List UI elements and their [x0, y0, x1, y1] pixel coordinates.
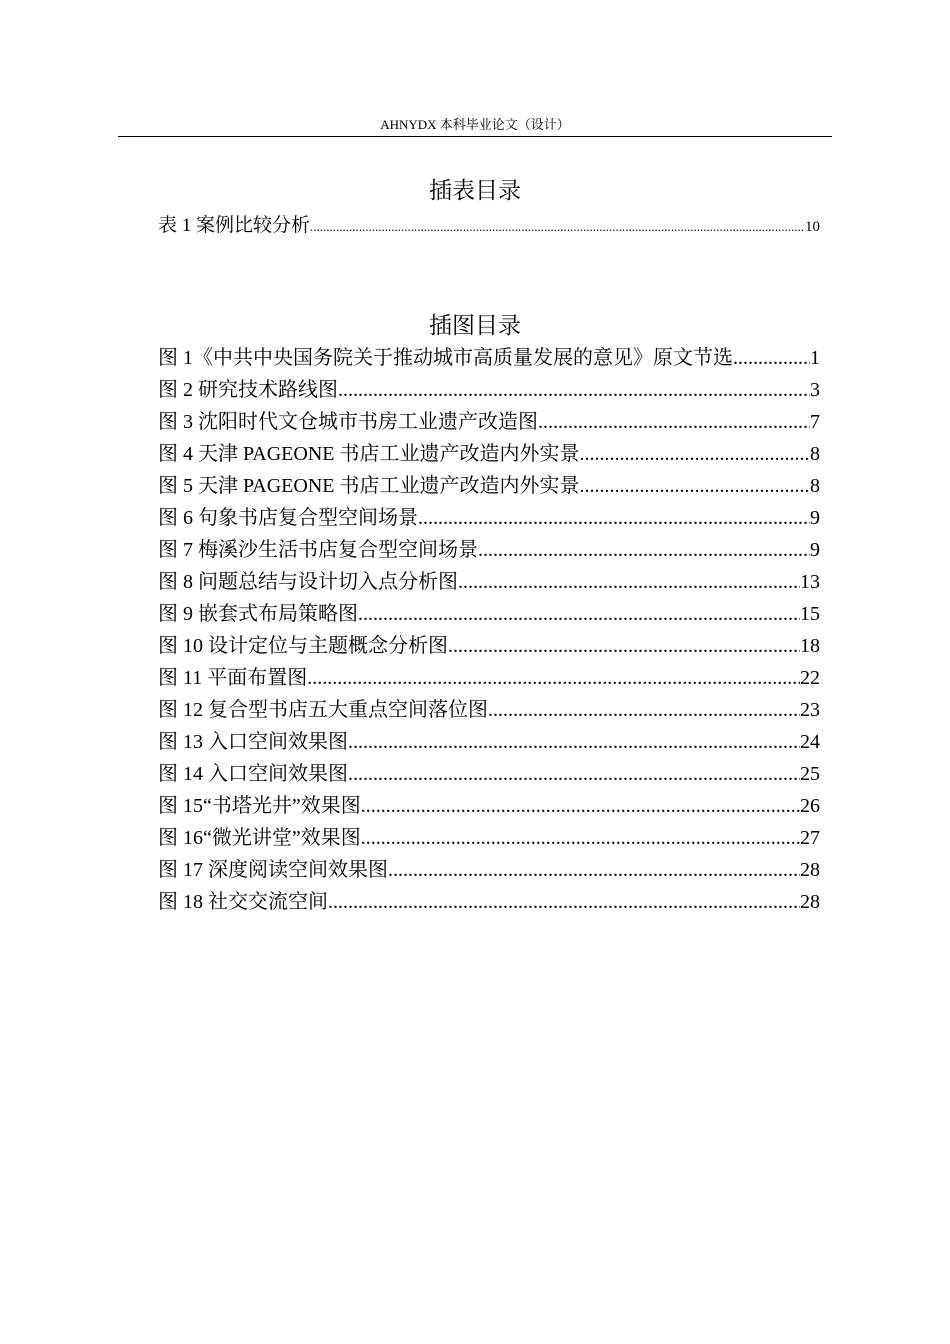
toc-entry-label: 图 18 社交交流空间 — [158, 891, 328, 913]
toc-entry-page-number: 8 — [810, 475, 820, 497]
toc-entry[interactable] — [158, 470, 820, 502]
toc-entry[interactable] — [158, 630, 820, 662]
toc-entry-page-number: 9 — [810, 539, 820, 561]
dot-leader — [361, 790, 800, 822]
header-text: AHNYDX 本科毕业论文（设计） — [380, 117, 570, 132]
toc-entry-page-number: 3 — [810, 379, 820, 401]
dot-leader — [733, 342, 810, 374]
toc-entry-page-number: 26 — [800, 795, 820, 817]
toc-entry-label: 图 11 平面布置图 — [158, 667, 308, 689]
toc-entry[interactable] — [158, 598, 820, 630]
toc-entry[interactable] — [158, 758, 820, 790]
toc-entry-label: 图 16“微光讲堂”效果图 — [158, 827, 361, 849]
toc-entry[interactable] — [158, 534, 820, 566]
table-list — [158, 210, 820, 242]
toc-entry[interactable] — [158, 854, 820, 886]
toc-entry-page-number: 1 — [810, 347, 820, 369]
table-list-title: 插表目录 — [429, 178, 521, 204]
toc-entry-page-number: 27 — [800, 827, 820, 849]
toc-entry[interactable] — [158, 502, 820, 534]
toc-entry-label: 图 9 嵌套式布局策略图 — [158, 603, 358, 625]
toc-entry-label: 图 14 入口空间效果图 — [158, 763, 348, 785]
toc-entry-page-number: 18 — [800, 635, 820, 657]
toc-entry-label: 图 17 深度阅读空间效果图 — [158, 859, 388, 881]
toc-entry-label: 图 4 天津 PAGEONE 书店工业遗产改造内外实景 — [158, 443, 580, 465]
dot-leader — [458, 566, 800, 598]
dot-leader — [328, 886, 800, 918]
figure-list-title: 插图目录 — [429, 313, 521, 339]
dot-leader — [348, 726, 800, 758]
dot-leader — [388, 854, 800, 886]
dot-leader — [488, 694, 800, 726]
toc-entry-label: 图 13 入口空间效果图 — [158, 731, 348, 753]
running-header — [118, 116, 832, 137]
toc-entry-label: 图 7 梅溪沙生活书店复合型空间场景 — [158, 539, 478, 561]
toc-entry[interactable] — [158, 406, 820, 438]
toc-entry-page-number: 25 — [800, 763, 820, 785]
toc-entry-label: 表 1 案例比较分析 — [158, 215, 311, 236]
toc-entry-label: 图 12 复合型书店五大重点空间落位图 — [158, 699, 488, 721]
toc-entry-label: 图 8 问题总结与设计切入点分析图 — [158, 571, 458, 593]
toc-entry-page-number: 13 — [800, 571, 820, 593]
toc-entry[interactable] — [158, 886, 820, 918]
dot-leader — [338, 374, 810, 406]
dot-leader — [448, 630, 800, 662]
toc-entry[interactable] — [158, 790, 820, 822]
toc-entry[interactable] — [158, 822, 820, 854]
toc-entry[interactable] — [158, 210, 820, 242]
dot-leader — [478, 534, 810, 566]
toc-entry[interactable] — [158, 566, 820, 598]
toc-entry-label: 图 15“书塔光井”效果图 — [158, 795, 361, 817]
toc-entry-page-number: 23 — [800, 699, 820, 721]
toc-entry-label: 图 1《中共中央国务院关于推动城市高质量发展的意见》原文节选 — [158, 347, 733, 369]
toc-entry-page-number: 28 — [800, 891, 820, 913]
toc-entry-label: 图 5 天津 PAGEONE 书店工业遗产改造内外实景 — [158, 475, 580, 497]
toc-entry-page-number: 10 — [805, 219, 820, 235]
dot-leader — [358, 598, 800, 630]
toc-entry-label: 图 3 沈阳时代文仓城市书房工业遗产改造图 — [158, 411, 538, 433]
toc-entry[interactable] — [158, 694, 820, 726]
toc-entry-page-number: 15 — [800, 603, 820, 625]
dot-leader — [361, 822, 800, 854]
dot-leader — [418, 502, 810, 534]
toc-entry-page-number: 7 — [810, 411, 820, 433]
toc-entry-label: 图 10 设计定位与主题概念分析图 — [158, 635, 448, 657]
dot-leader — [307, 662, 800, 694]
dot-leader — [310, 211, 805, 243]
toc-entry-label: 图 2 研究技术路线图 — [158, 379, 338, 401]
toc-entry-page-number: 9 — [810, 507, 820, 529]
toc-entry-page-number: 24 — [800, 731, 820, 753]
toc-entry[interactable] — [158, 438, 820, 470]
dot-leader — [580, 470, 811, 502]
figure-list — [158, 342, 820, 918]
toc-entry[interactable] — [158, 662, 820, 694]
dot-leader — [348, 758, 800, 790]
toc-entry-page-number: 22 — [800, 667, 820, 689]
toc-entry[interactable] — [158, 342, 820, 374]
dot-leader — [538, 406, 810, 438]
toc-entry[interactable] — [158, 374, 820, 406]
toc-entry-label: 图 6 句象书店复合型空间场景 — [158, 507, 418, 529]
toc-entry-page-number: 8 — [810, 443, 820, 465]
toc-entry[interactable] — [158, 726, 820, 758]
dot-leader — [580, 438, 811, 470]
toc-entry-page-number: 28 — [800, 859, 820, 881]
